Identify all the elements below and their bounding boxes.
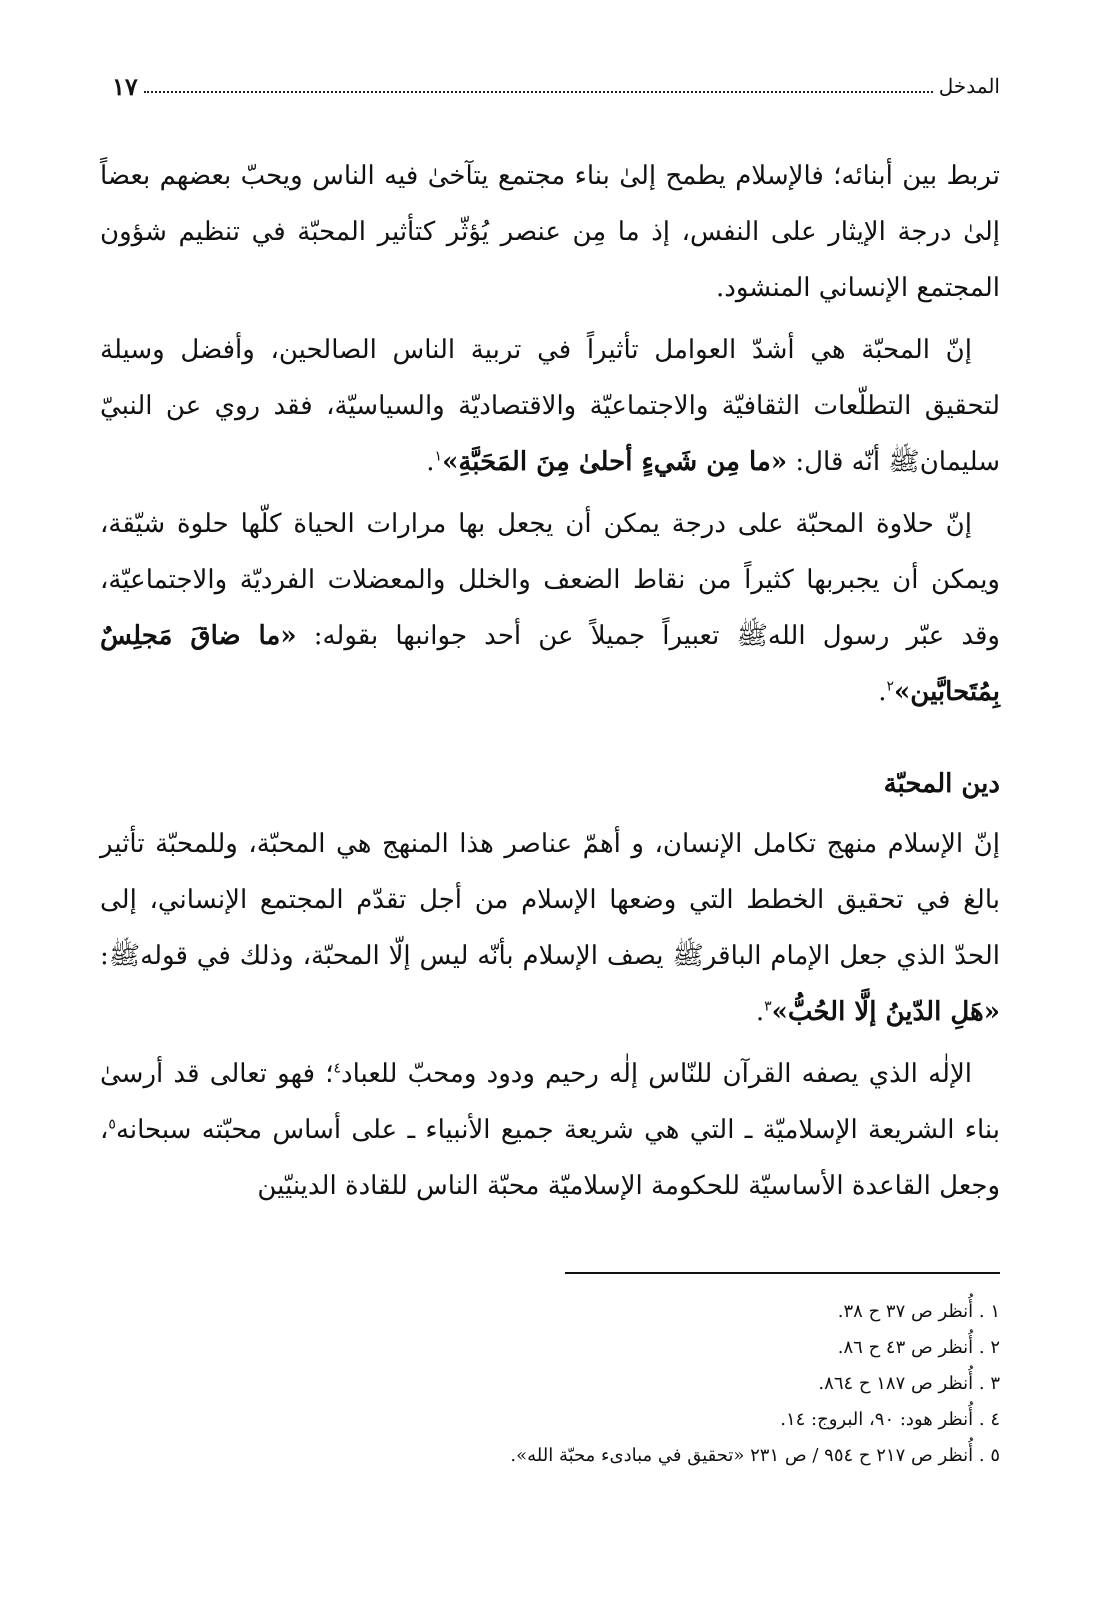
footnote-ref: ٣: [764, 998, 772, 1015]
paragraph-5-text: الإلٰه الذي يصفه القرآن للنّاس إلٰه رحيم ودود ومحبّ للعباد: [341, 1059, 972, 1089]
paragraph-1-text: تربط بين أبنائه؛ فالإسلام يطمح إلىٰ بناء مجتمع يتآخىٰ فيه الناس ويحبّ بعضهم بعضاً إلىٰ درجة الإيثار على النفس، إذ ما مِن عنصر يُؤثّر كتأثير المحبّة في تنظيم شؤون المجتمع الإنساني المنشود.: [100, 161, 1000, 303]
page-number: ١٧: [112, 71, 138, 101]
paragraph-3-text: إنّ حلاوة المحبّة على درجة يمكن أن يجعل بها مرارات الحياة كلّها حلوة شيّقة، ويمكن أن يجبربها كثيراً من نقاط الضعف والخلل والمعضلات الفرديّة والاجتماعيّة، وقد عبّر رسول اللهﷺ تعبيراً جميلاً عن أحد جوانبها بقوله:: [100, 509, 1000, 651]
hadith-quote: «هَلِ الدّينُ إلَّا الحُبُّ»: [771, 997, 1000, 1027]
sentence-end: .: [878, 677, 887, 707]
paragraph-1: [100, 148, 1000, 316]
paragraph-5: [100, 1046, 1000, 1214]
leader-dots: [144, 79, 933, 93]
sentence-end: .: [426, 447, 435, 477]
hadith-quote: «ما مِن شَيءٍ أحلىٰ مِنَ المَحَبَّةِ»: [442, 447, 788, 477]
footnote-ref: ٤: [333, 1060, 342, 1077]
footnote-ref: ٥: [108, 1116, 116, 1133]
paragraph-4-text: إنّ الإسلام منهج تكامل الإنسان، و أهمّ عناصر هذا المنهج هي المحبّة، وللمحبّة تأثير بالغ في تحقيق الخطط التي وضعها الإسلام من أجل تقدّم المجتمع الإنساني، إلى الحدّ الذي جعل الإمام الباقرﷺ يصف الإسلام بأنّه ليس إلّا المحبّة، وذلك في قولهﷺ:: [100, 829, 1000, 971]
running-header: [112, 66, 1000, 106]
section-title: المدخل: [938, 74, 1000, 98]
footnote-ref: ١: [434, 448, 443, 465]
footnote-item: ١ . أُنظر ص ٣٧ ح ٣٨.: [837, 1301, 1000, 1322]
paragraph-3: [100, 496, 1000, 720]
footnote-separator: [565, 1272, 1000, 1274]
hadith-quote: «ما ضاقَ مَجلِسٌ بِمُتَحابَّين»: [100, 621, 1000, 707]
paragraph-2-text: إنّ المحبّة هي أشدّ العوامل تأثيراً في تربية الناس الصالحين، وأفضل وسيلة لتحقيق التطلّعات الثقافيّة والاجتماعيّة والاقتصاديّة والسياسيّة، فقد روي عن النبيّ سليمان‌ﷺ أنّه قال:: [100, 335, 1000, 477]
footnote-item: ٢ . أُنظر ص ٤٣ ح ٨٦.: [837, 1337, 1000, 1358]
footnotes: [400, 1272, 1000, 1474]
paragraph-4: [100, 816, 1000, 1040]
paragraph-5-text: ؛ فهو تعالى قد أرسىٰ بناء الشريعة الإسلاميّة ـ التي هي شريعة جميع الأنبياء ـ على أساس محبّته سبحانه: [100, 1059, 1000, 1145]
footnote-item: ٥ . أُنظر ص ٢١٧ ح ٩٥٤ / ص ٢٣١ «تحقيق في مبادىء محبّة الله».: [510, 1445, 1000, 1466]
sentence-end: .: [755, 997, 765, 1027]
footnote-ref: ٢: [886, 678, 895, 695]
footnote-item: ٣ . أُنظر ص ١٨٧ ح ٨٦٤.: [818, 1373, 1000, 1394]
footnote-item: ٤ . أُنظر هود: ٩٠، البروج: ١٤.: [780, 1409, 1000, 1430]
section-heading: دين المحبّة: [883, 769, 1000, 799]
main-text: [100, 148, 1000, 1220]
paragraph-2: [100, 322, 1000, 490]
paragraph-5-text: ، وجعل القاعدة الأساسيّة للحكومة الإسلاميّة محبّة الناس للقادة الدينيّين: [100, 1115, 1000, 1201]
